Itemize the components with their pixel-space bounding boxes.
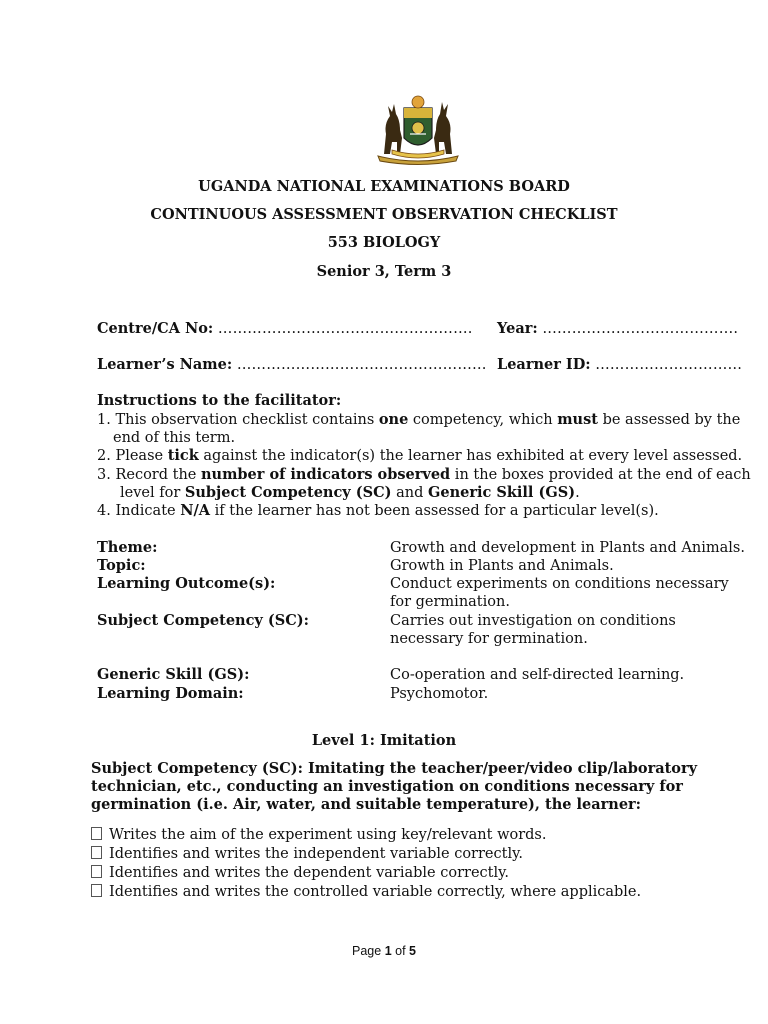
learner-id-dots[interactable]: …………………………	[595, 357, 743, 373]
document-title: CONTINUOUS ASSESSMENT OBSERVATION CHECKLIST	[150, 206, 618, 223]
level-sc-line-2: technician, etc., conducting an investigation on conditions necessary for	[91, 778, 683, 795]
coat-of-arms-logo	[370, 94, 466, 166]
generic-skill-value: Co-operation and self-directed learning.	[390, 667, 685, 683]
page-number: Page 1 of 5	[352, 944, 416, 958]
theme-value: Growth and development in Plants and Animals.	[390, 540, 745, 556]
level-sc-line-1: Subject Competency (SC): Imitating the teacher/peer/video clip/laboratory	[91, 760, 698, 777]
instruction-3-cont: level for Subject Competency (SC) and Generic Skill (GS).	[120, 484, 580, 501]
topic-label: Topic:	[97, 557, 146, 574]
instruction-3: 3. Record the number of indicators observed in the boxes provided at the end of each	[97, 466, 751, 483]
centre-label: Centre/CA No:	[97, 320, 214, 337]
subject-competency-value-1: Carries out investigation on conditions	[390, 613, 676, 629]
subject-competency-label: Subject Competency (SC):	[97, 612, 309, 629]
learning-outcome-value-1: Conduct experiments on conditions necessary	[390, 576, 729, 592]
subject-competency-value-2: necessary for germination.	[390, 631, 588, 647]
checklist-item: Writes the aim of the experiment using key/relevant words.	[91, 826, 546, 844]
centre-dots[interactable]: …………………………………………….	[217, 321, 473, 337]
centre-field	[97, 320, 473, 338]
learning-outcome-label: Learning Outcome(s):	[97, 575, 276, 592]
checkbox-icon[interactable]	[91, 865, 102, 878]
checkbox-icon[interactable]	[91, 846, 102, 859]
learner-id-label: Learner ID:	[497, 356, 591, 373]
instruction-4: 4. Indicate N/A if the learner has not been assessed for a particular level(s).	[97, 502, 659, 519]
level-title: Level 1: Imitation	[311, 732, 457, 749]
learner-name-label: Learner’s Name:	[97, 356, 233, 373]
generic-skill-label: Generic Skill (GS):	[97, 666, 250, 683]
topic-value: Growth in Plants and Animals.	[390, 558, 614, 574]
checklist-item: Identifies and writes the dependent variable correctly.	[91, 864, 509, 882]
learning-outcome-value-2: for germination.	[390, 594, 510, 610]
learning-domain-value: Psychomotor.	[390, 686, 489, 702]
theme-label: Theme:	[97, 539, 158, 556]
level-sc-line-3: germination (i.e. Air, water, and suitable temperature), the learner:	[91, 796, 642, 813]
learning-domain-label: Learning Domain:	[97, 685, 244, 702]
checkbox-icon[interactable]	[91, 827, 102, 840]
year-dots[interactable]: ………………………………….	[542, 321, 739, 337]
learner-id-field	[497, 356, 742, 374]
instruction-2: 2. Please tick against the indicator(s) the learner has exhibited at every level assessed.	[97, 447, 743, 464]
instruction-1-cont: end of this term.	[113, 430, 236, 446]
instruction-1: 1. This observation checklist contains one competency, which must be assessed by the	[97, 411, 741, 428]
checkbox-icon[interactable]	[91, 884, 102, 897]
term-title: Senior 3, Term 3	[316, 263, 452, 280]
year-field	[497, 320, 738, 338]
subject-title: 553 BIOLOGY	[327, 234, 441, 251]
org-name: UGANDA NATIONAL EXAMINATIONS BOARD	[198, 178, 570, 195]
year-label: Year:	[497, 320, 538, 337]
learner-name-field	[97, 356, 487, 374]
learner-name-dots[interactable]: ……………………………………………	[236, 357, 487, 373]
checklist-item: Identifies and writes the independent variable correctly.	[91, 845, 523, 863]
checklist-item: Identifies and writes the controlled variable correctly, where applicable.	[91, 883, 641, 901]
instructions-heading: Instructions to the facilitator:	[97, 392, 342, 409]
